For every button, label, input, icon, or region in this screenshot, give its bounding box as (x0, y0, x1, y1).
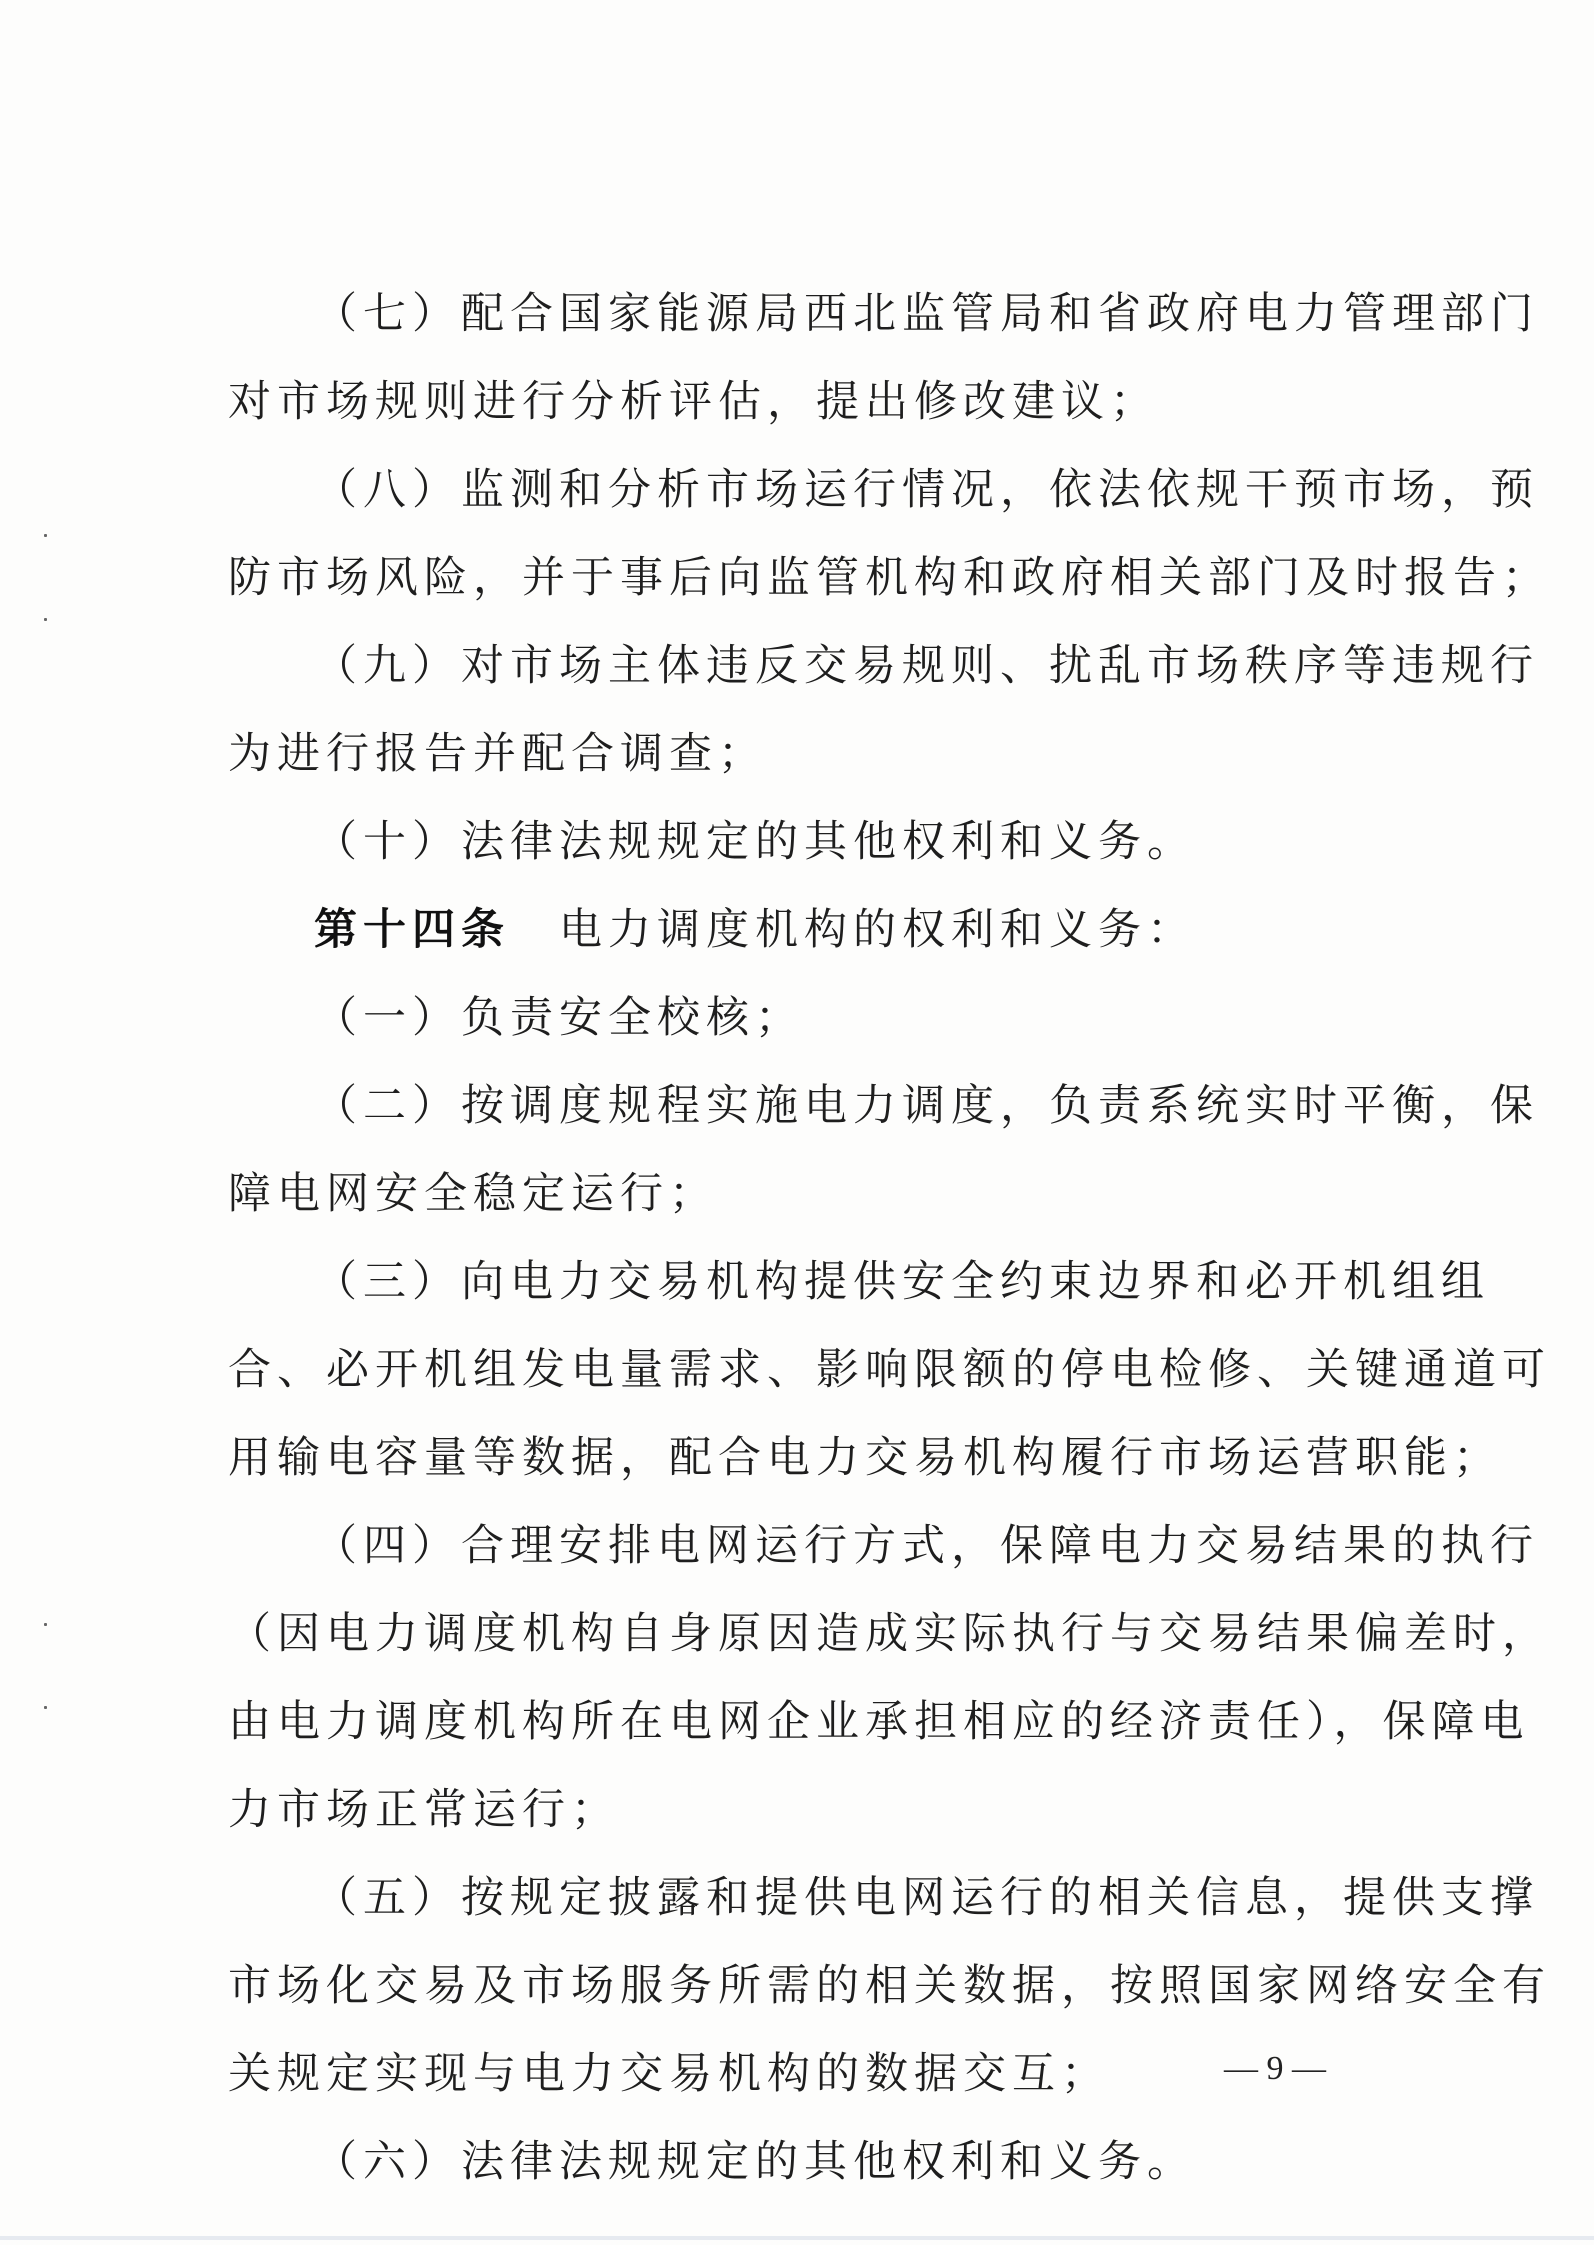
paragraph-line: 合、必开机组发电量需求、影响限额的停电检修、关键通道可 (228, 1345, 1551, 1395)
paragraph-line: （九）对市场主体违反交易规则、扰乱市场秩序等违规行 (314, 641, 1539, 691)
scan-bottom-edge (0, 2236, 1594, 2240)
paragraph-line: 障电网安全稳定运行； (228, 1169, 718, 1219)
paragraph-line: （六）法律法规规定的其他权利和义务。 (314, 2137, 1196, 2187)
paragraph-line: （一）负责安全校核； (314, 993, 804, 1043)
paragraph-line: （十）法律法规规定的其他权利和义务。 (314, 817, 1196, 867)
article-number: 第十四条 (314, 905, 510, 955)
article-heading-spacer (510, 905, 559, 955)
scan-speck (44, 1706, 47, 1709)
scan-speck (44, 618, 47, 621)
paragraph-line: （二）按调度规程实施电力调度，负责系统实时平衡，保 (314, 1081, 1539, 1131)
paragraph-line: （四）合理安排电网运行方式，保障电力交易结果的执行 (314, 1521, 1539, 1571)
article-heading (228, 886, 1388, 974)
paragraph-line: 对市场规则进行分析评估，提出修改建议； (228, 377, 1159, 427)
article-heading-text: 电力调度机构的权利和义务： (559, 905, 1196, 955)
paragraph-line: 由电力调度机构所在电网企业承担相应的经济责任），保障电 (228, 1697, 1530, 1747)
paragraph-line: （五）按规定披露和提供电网运行的相关信息，提供支撑 (314, 1873, 1539, 1923)
paragraph-line: （三）向电力交易机构提供安全约束边界和必开机组组 (314, 1257, 1490, 1307)
paragraph-line: （因电力调度机构自身原因造成实际执行与交易结果偏差时， (228, 1609, 1551, 1659)
page-number: — 9 — (1224, 2050, 1326, 2087)
document-body (228, 270, 1551, 2206)
paragraph-line: （八）监测和分析市场运行情况，依法依规干预市场，预 (314, 465, 1539, 515)
paragraph-line: 关规定实现与电力交易机构的数据交互； (228, 2049, 1110, 2099)
paragraph-line: 防市场风险，并于事后向监管机构和政府相关部门及时报告； (228, 553, 1551, 603)
paragraph-line: 为进行报告并配合调查； (228, 729, 767, 779)
paragraph-line: （七）配合国家能源局西北监管局和省政府电力管理部门 (314, 289, 1539, 339)
scan-speck (44, 1623, 47, 1626)
paragraph-line: 力市场正常运行； (228, 1785, 620, 1835)
scan-speck (44, 534, 47, 537)
paragraph-line: 市场化交易及市场服务所需的相关数据，按照国家网络安全有 (228, 1961, 1551, 2011)
paragraph-line: 用输电容量等数据，配合电力交易机构履行市场运营职能； (228, 1433, 1502, 1483)
